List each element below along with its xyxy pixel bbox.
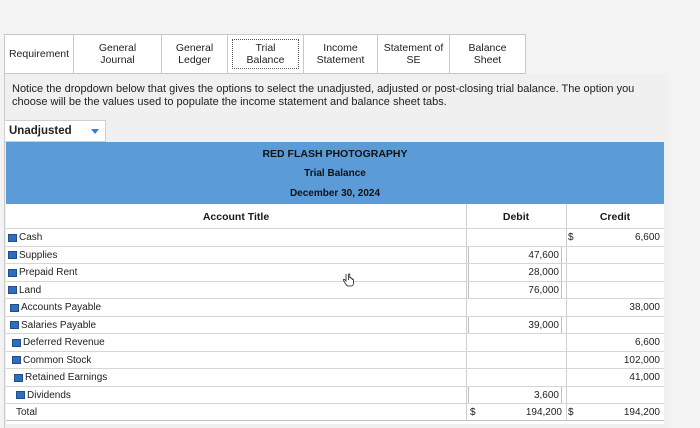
credit-cell[interactable]: 6,600 xyxy=(634,232,660,243)
account-title-cell-supplies[interactable] xyxy=(8,247,448,264)
credit-cell[interactable]: 102,000 xyxy=(623,354,660,366)
account-title-cell-retained-earnings[interactable] xyxy=(14,369,454,386)
account-title-text: Common Stock xyxy=(23,354,92,366)
row-marker-icon xyxy=(8,234,17,242)
account-title-text: Prepaid Rent xyxy=(19,267,78,278)
debit-cell[interactable]: 28,000 xyxy=(468,264,562,281)
row-marker-icon xyxy=(12,339,21,347)
account-title-cell-dividends[interactable] xyxy=(16,387,456,404)
row-marker-icon xyxy=(10,321,19,329)
trial-balance-table xyxy=(6,204,664,424)
row-marker-icon xyxy=(10,304,19,312)
tab-statement-of-se[interactable]: Statement of SE xyxy=(378,34,450,74)
table-row xyxy=(6,281,664,299)
row-marker-icon xyxy=(12,356,21,364)
debit-cell[interactable] xyxy=(468,352,562,369)
debit-cell[interactable] xyxy=(468,369,562,386)
tab-income-statement[interactable]: Income Statement xyxy=(304,34,378,74)
report-date: December 30, 2024 xyxy=(289,188,381,199)
debit-cell[interactable] xyxy=(468,229,562,246)
account-title-cell-land[interactable] xyxy=(8,282,448,299)
credit-cell[interactable] xyxy=(580,282,660,299)
table-row xyxy=(6,263,664,281)
account-title-text: Deferred Revenue xyxy=(23,337,105,348)
column-header-credit: Credit xyxy=(599,210,631,223)
total-label: Total xyxy=(16,407,38,418)
total-row xyxy=(6,403,664,421)
column-header-account: Account Title xyxy=(202,210,270,223)
tab-requirement[interactable]: Requirement xyxy=(4,34,74,74)
tab-general-ledger[interactable]: General Ledger xyxy=(162,34,228,74)
tab-trial-balance[interactable]: Trial Balance xyxy=(228,34,304,74)
total-credit-cell[interactable]: 194,200 xyxy=(623,407,660,418)
account-title-text: Land xyxy=(19,284,42,296)
tab-bar xyxy=(4,34,526,74)
account-title-text: Accounts Payable xyxy=(21,302,102,313)
table-row xyxy=(6,368,664,386)
credit-cell[interactable] xyxy=(580,264,660,281)
total-credit-dollar-sign: $ xyxy=(568,407,574,418)
account-title-cell-prepaid-rent[interactable] xyxy=(8,264,448,281)
account-title-text: Cash xyxy=(19,232,43,243)
total-debit-cell[interactable]: 194,200 xyxy=(525,407,562,418)
credit-cell[interactable]: 6,600 xyxy=(634,337,660,348)
debit-cell[interactable]: 39,000 xyxy=(468,317,562,334)
hand-cursor-icon xyxy=(341,273,355,287)
debit-cell[interactable]: 3,600 xyxy=(468,387,562,404)
trial-balance-type-dropdown[interactable] xyxy=(4,120,106,142)
credit-cell[interactable]: 38,000 xyxy=(629,302,660,313)
account-title-cell-accounts-payable[interactable] xyxy=(10,299,450,316)
row-marker-icon xyxy=(8,269,17,277)
table-row xyxy=(6,298,664,316)
credit-cell[interactable] xyxy=(580,247,660,264)
debit-cell[interactable]: 76,000 xyxy=(468,282,562,299)
row-marker-icon xyxy=(14,374,23,382)
debit-cell[interactable] xyxy=(468,299,562,316)
account-title-text: Retained Earnings xyxy=(25,372,108,383)
account-title-text: Dividends xyxy=(27,389,71,401)
chevron-down-icon xyxy=(91,129,99,134)
credit-cell[interactable]: 41,000 xyxy=(629,372,660,383)
table-row xyxy=(6,246,664,264)
report-header xyxy=(6,142,664,204)
account-title-cell-deferred-revenue[interactable] xyxy=(12,334,452,351)
table-row xyxy=(6,351,664,369)
row-marker-icon xyxy=(16,391,25,399)
notice-text: Notice the dropdown below that gives the options to select the unadjusted, adjusted or post-closing trial balance. The option you choose will be the values used to populate the income statement and balance sheet tabs. xyxy=(12,83,635,108)
account-title-cell-salaries-payable[interactable] xyxy=(10,317,450,334)
credit-cell[interactable] xyxy=(580,387,660,404)
credit-dollar-sign: $ xyxy=(568,232,574,243)
report-title: Trial Balance xyxy=(304,168,366,179)
table-row xyxy=(6,386,664,404)
table-row xyxy=(6,316,664,334)
row-marker-icon xyxy=(8,251,17,259)
account-title-cell-common-stock[interactable] xyxy=(12,352,452,369)
company-name: RED FLASH PHOTOGRAPHY xyxy=(262,148,408,160)
debit-cell[interactable] xyxy=(468,334,562,351)
row-marker-icon xyxy=(8,286,17,294)
credit-cell[interactable] xyxy=(580,317,660,334)
table-row xyxy=(6,333,664,351)
total-debit-dollar-sign: $ xyxy=(470,407,476,418)
account-title-text: Supplies xyxy=(19,249,58,261)
tab-balance-sheet[interactable]: Balance Sheet xyxy=(450,34,526,74)
account-title-text: Salaries Payable xyxy=(21,319,97,331)
dropdown-selected-value: Unadjusted xyxy=(9,125,72,137)
debit-cell[interactable]: 47,600 xyxy=(468,247,562,264)
account-title-cell-cash[interactable] xyxy=(8,229,448,246)
column-header-debit: Debit xyxy=(502,210,530,223)
table-row xyxy=(6,228,664,246)
tab-general-journal[interactable]: General Journal xyxy=(74,34,162,74)
